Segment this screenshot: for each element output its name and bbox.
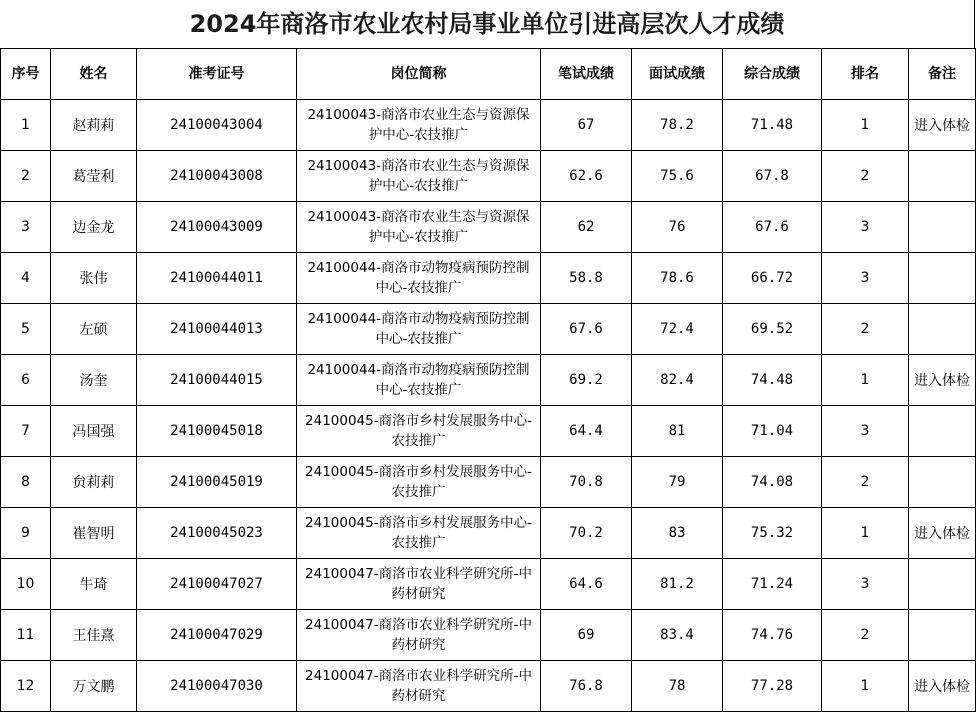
cell-total-score: 71.24 <box>723 559 822 610</box>
cell-position: 24100043-商洛市农业生态与资源保护中心-农技推广 <box>297 202 541 253</box>
cell-exam-id: 24100043004 <box>137 100 297 151</box>
cell-exam-id: 24100043008 <box>137 151 297 202</box>
table-row <box>1 151 976 202</box>
cell-rank: 2 <box>822 457 909 508</box>
cell-interview-score: 78.6 <box>632 253 723 304</box>
column-header-total: 综合成绩 <box>723 49 822 100</box>
cell-note <box>909 457 976 508</box>
cell-rank: 3 <box>822 559 909 610</box>
cell-interview-score: 81.2 <box>632 559 723 610</box>
cell-total-score: 67.6 <box>723 202 822 253</box>
cell-note <box>909 202 976 253</box>
cell-note: 进入体检 <box>909 355 976 406</box>
cell-no: 2 <box>1 151 51 202</box>
page-title: 2024年商洛市农业农村局事业单位引进高层次人才成绩 <box>0 0 975 48</box>
table-row <box>1 457 976 508</box>
cell-position: 24100045-商洛市乡村发展服务中心-农技推广 <box>297 508 541 559</box>
table-row <box>1 304 976 355</box>
cell-interview-score: 75.6 <box>632 151 723 202</box>
cell-name: 牛琦 <box>51 559 137 610</box>
cell-rank: 2 <box>822 151 909 202</box>
cell-total-score: 74.48 <box>723 355 822 406</box>
cell-total-score: 74.08 <box>723 457 822 508</box>
column-header-position: 岗位简称 <box>297 49 541 100</box>
cell-name: 冯国强 <box>51 406 137 457</box>
cell-exam-id: 24100044013 <box>137 304 297 355</box>
cell-position: 24100043-商洛市农业生态与资源保护中心-农技推广 <box>297 100 541 151</box>
cell-interview-score: 79 <box>632 457 723 508</box>
cell-total-score: 66.72 <box>723 253 822 304</box>
cell-interview-score: 72.4 <box>632 304 723 355</box>
cell-exam-id: 24100047029 <box>137 610 297 661</box>
cell-interview-score: 81 <box>632 406 723 457</box>
cell-note: 进入体检 <box>909 508 976 559</box>
column-header-note: 备注 <box>909 49 976 100</box>
cell-written-score: 70.8 <box>541 457 632 508</box>
cell-total-score: 75.32 <box>723 508 822 559</box>
cell-written-score: 67 <box>541 100 632 151</box>
cell-no: 12 <box>1 661 51 712</box>
cell-note <box>909 610 976 661</box>
cell-total-score: 69.52 <box>723 304 822 355</box>
cell-no: 1 <box>1 100 51 151</box>
cell-no: 7 <box>1 406 51 457</box>
cell-no: 4 <box>1 253 51 304</box>
cell-note: 进入体检 <box>909 661 976 712</box>
table-row <box>1 559 976 610</box>
cell-rank: 1 <box>822 355 909 406</box>
cell-total-score: 71.48 <box>723 100 822 151</box>
cell-position: 24100044-商洛市动物疫病预防控制中心-农技推广 <box>297 253 541 304</box>
cell-position: 24100047-商洛市农业科学研究所-中药材研究 <box>297 610 541 661</box>
score-table <box>0 48 976 712</box>
cell-position: 24100047-商洛市农业科学研究所-中药材研究 <box>297 559 541 610</box>
cell-position: 24100045-商洛市乡村发展服务中心-农技推广 <box>297 457 541 508</box>
cell-no: 3 <box>1 202 51 253</box>
cell-name: 左硕 <box>51 304 137 355</box>
cell-interview-score: 82.4 <box>632 355 723 406</box>
cell-no: 6 <box>1 355 51 406</box>
cell-position: 24100044-商洛市动物疫病预防控制中心-农技推广 <box>297 355 541 406</box>
cell-no: 10 <box>1 559 51 610</box>
cell-position: 24100047-商洛市农业科学研究所-中药材研究 <box>297 661 541 712</box>
cell-position: 24100045-商洛市乡村发展服务中心-农技推广 <box>297 406 541 457</box>
cell-exam-id: 24100045023 <box>137 508 297 559</box>
table-header-row <box>1 49 976 100</box>
cell-rank: 2 <box>822 610 909 661</box>
cell-written-score: 64.4 <box>541 406 632 457</box>
cell-no: 5 <box>1 304 51 355</box>
cell-name: 葛莹利 <box>51 151 137 202</box>
cell-name: 万文鹏 <box>51 661 137 712</box>
table-row <box>1 508 976 559</box>
cell-note <box>909 151 976 202</box>
cell-interview-score: 83 <box>632 508 723 559</box>
cell-written-score: 76.8 <box>541 661 632 712</box>
cell-rank: 1 <box>822 508 909 559</box>
cell-rank: 3 <box>822 253 909 304</box>
column-header-interview: 面试成绩 <box>632 49 723 100</box>
column-header-exam-id: 准考证号 <box>137 49 297 100</box>
cell-rank: 2 <box>822 304 909 355</box>
cell-no: 11 <box>1 610 51 661</box>
cell-total-score: 77.28 <box>723 661 822 712</box>
cell-written-score: 58.8 <box>541 253 632 304</box>
cell-note: 进入体检 <box>909 100 976 151</box>
column-header-written: 笔试成绩 <box>541 49 632 100</box>
column-header-rank: 排名 <box>822 49 909 100</box>
table-row <box>1 253 976 304</box>
cell-interview-score: 78.2 <box>632 100 723 151</box>
cell-written-score: 69.2 <box>541 355 632 406</box>
cell-written-score: 67.6 <box>541 304 632 355</box>
table-row <box>1 100 976 151</box>
cell-rank: 1 <box>822 100 909 151</box>
cell-exam-id: 24100045019 <box>137 457 297 508</box>
cell-position: 24100044-商洛市动物疫病预防控制中心-农技推广 <box>297 304 541 355</box>
cell-written-score: 64.6 <box>541 559 632 610</box>
cell-exam-id: 24100044015 <box>137 355 297 406</box>
table-row <box>1 406 976 457</box>
cell-written-score: 70.2 <box>541 508 632 559</box>
cell-rank: 1 <box>822 661 909 712</box>
cell-interview-score: 83.4 <box>632 610 723 661</box>
table-row <box>1 202 976 253</box>
table-body <box>1 100 976 712</box>
cell-written-score: 62 <box>541 202 632 253</box>
cell-total-score: 74.76 <box>723 610 822 661</box>
cell-exam-id: 24100047030 <box>137 661 297 712</box>
cell-exam-id: 24100045018 <box>137 406 297 457</box>
cell-interview-score: 76 <box>632 202 723 253</box>
cell-note <box>909 559 976 610</box>
cell-name: 汤奎 <box>51 355 137 406</box>
cell-note <box>909 304 976 355</box>
cell-name: 边金龙 <box>51 202 137 253</box>
cell-position: 24100043-商洛市农业生态与资源保护中心-农技推广 <box>297 151 541 202</box>
cell-total-score: 71.04 <box>723 406 822 457</box>
cell-note <box>909 406 976 457</box>
table-row <box>1 661 976 712</box>
cell-exam-id: 24100044011 <box>137 253 297 304</box>
cell-rank: 3 <box>822 406 909 457</box>
cell-name: 崔智明 <box>51 508 137 559</box>
cell-name: 贠莉莉 <box>51 457 137 508</box>
cell-note <box>909 253 976 304</box>
table-row <box>1 355 976 406</box>
cell-name: 王佳熹 <box>51 610 137 661</box>
cell-written-score: 62.6 <box>541 151 632 202</box>
column-header-name: 姓名 <box>51 49 137 100</box>
cell-total-score: 67.8 <box>723 151 822 202</box>
cell-exam-id: 24100043009 <box>137 202 297 253</box>
cell-written-score: 69 <box>541 610 632 661</box>
cell-no: 9 <box>1 508 51 559</box>
cell-name: 张伟 <box>51 253 137 304</box>
cell-no: 8 <box>1 457 51 508</box>
cell-name: 赵莉莉 <box>51 100 137 151</box>
cell-rank: 3 <box>822 202 909 253</box>
table-row <box>1 610 976 661</box>
cell-exam-id: 24100047027 <box>137 559 297 610</box>
column-header-no: 序号 <box>1 49 51 100</box>
cell-interview-score: 78 <box>632 661 723 712</box>
